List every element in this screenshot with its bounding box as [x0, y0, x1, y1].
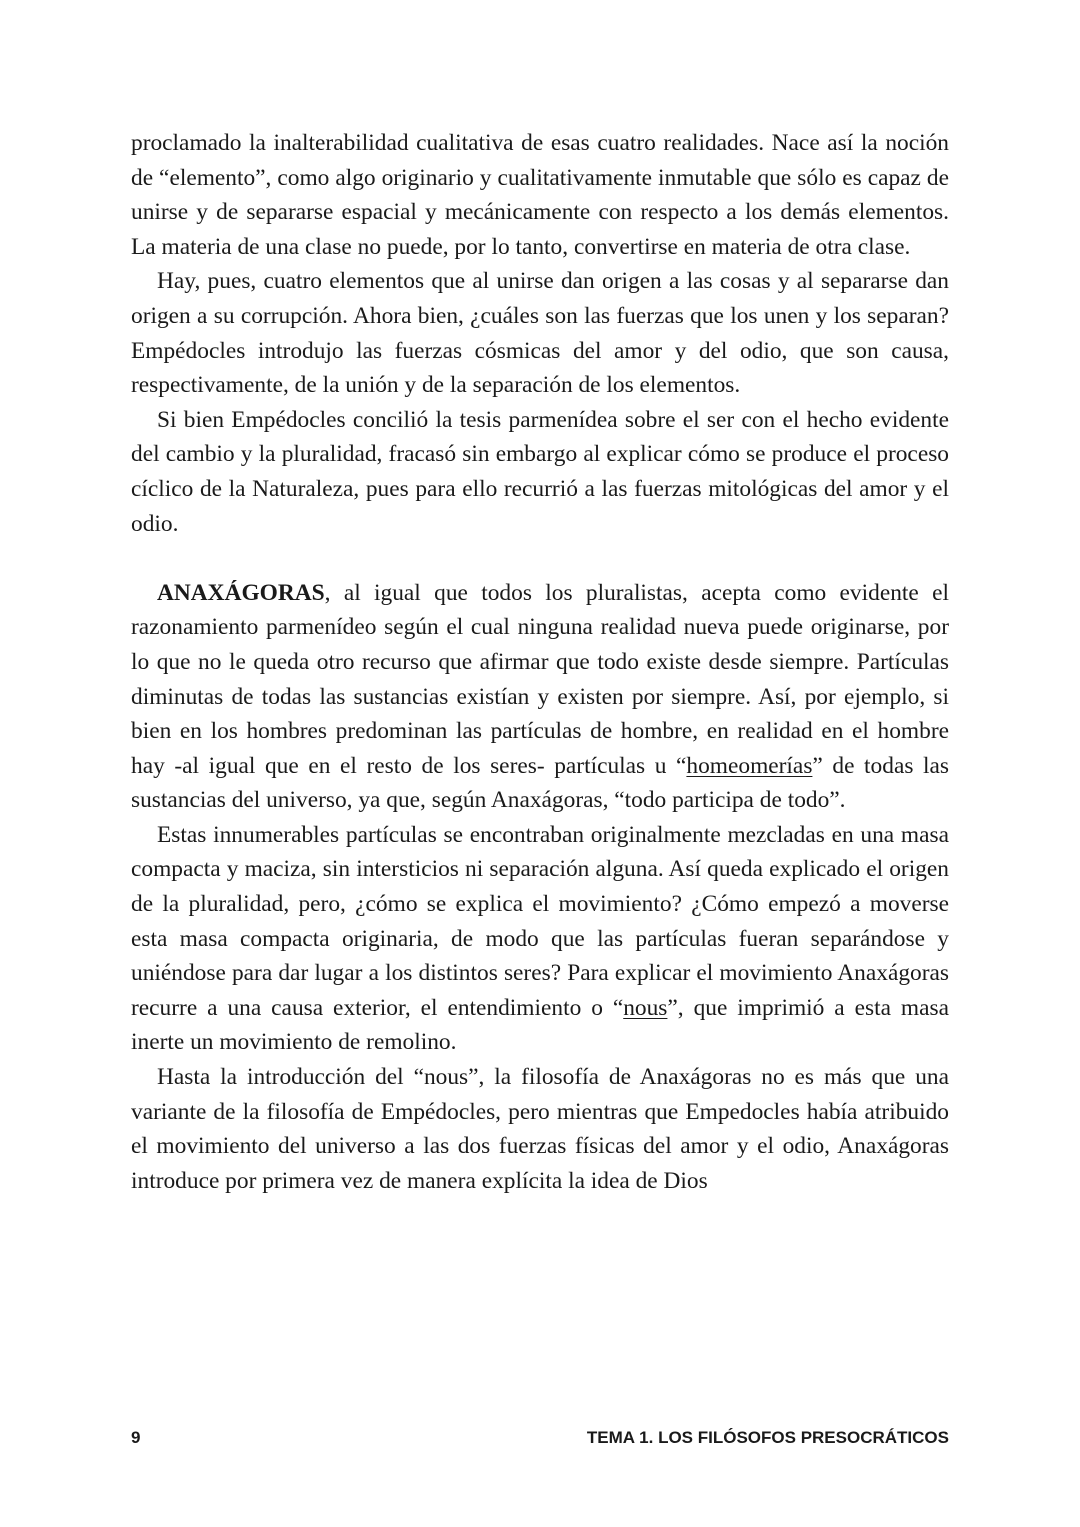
- page-body: [131, 126, 949, 1198]
- page-number: 9: [131, 1428, 141, 1447]
- paragraph-movement: [131, 818, 949, 1060]
- nous-underlined-term: nous: [623, 994, 668, 1021]
- paragraph-anaxagoras-intro: [131, 576, 949, 818]
- paragraph-empedocles-conclusion: Si bien Empédocles concilió la tesis parmenídea sobre el ser con el hecho evidente del cambio y la pluralidad, fracasó sin embargo al explicar cómo se produce el proceso cíclico de la Naturaleza, pues para ello recurrió a las fuerzas mitológicas del amor y el odio.: [131, 406, 949, 537]
- chapter-title: TEMA 1. LOS FILÓSOFOS PRESOCRÁTICOS: [586, 1428, 949, 1447]
- anaxagoras-intro-text-b: ” de todas las sustancias del universo, ya que, según Anaxágoras, “todo participa de todo”.: [131, 752, 950, 814]
- paragraph-spacer: [131, 541, 949, 576]
- paragraph-nous-introduction: Hasta la introducción del “nous”, la filosofía de Anaxágoras no es más que una variante de la filosofía de Empédocles, pero mientras que Empedocles había atribuido el movimiento del universo a las dos fuerzas físicas del amor y el odio, Anaxágoras introduce por primera vez de manera explícita la idea de Dios: [131, 1064, 949, 1194]
- anaxagoras-intro-text-a: , al igual que todos los pluralistas, acepta como evidente el razonamiento parmenídeo según el cual ninguna realidad nueva puede originarse, por lo que no le queda otro recurso que afirmar que todo existe desde siempre. Partículas diminutas de todas las sustancias existían y existen por siempre. Así, por ejemplo, si bien en los hombres predominan las partículas de hombre, en realidad en el hombre hay -al igual que en el resto de los seres- partículas u “: [131, 579, 949, 779]
- movement-text-a: Estas innumerables partículas se encontraban originalmente mezcladas en una masa compacta y maciza, sin intersticios ni separación alguna. Así queda explicado el origen de la pluralidad, pero, ¿cómo se explica el movimiento? ¿Cómo empezó a moverse esta masa compacta originaria, de modo que las partículas fueran separándose y uniéndose para dar lugar a los distintos seres? Para explicar el movimiento Anaxágoras recurre a una causa exterior, el entendimiento o “: [131, 821, 949, 1021]
- homeomerias-underlined-term: homeomerías: [686, 752, 813, 779]
- movement-text-b: ”, que imprimió a esta masa inerte un movimiento de remolino.: [131, 994, 949, 1056]
- paragraph-elements: proclamado la inalterabilidad cualitativa de esas cuatro realidades. Nace así la noción de “elemento”, como algo originario y cualitativamente inmutable que sólo es capaz de unirse y de separarse espacial y mecánicamente con respecto a los demás elementos. La materia de una clase no puede, por lo tanto, convertirse en materia de otra clase.: [131, 130, 949, 260]
- paragraph-four-elements: Hay, pues, cuatro elementos que al unirse dan origen a las cosas y al separarse dan origen a su corrupción. Ahora bien, ¿cuáles son las fuerzas que los unen y los separan? Empédocles introdujo las fuerzas cósmicas del amor y del odio, que son causa, respectivamente, de la unión y de la separación de los elementos.: [131, 268, 949, 399]
- page-footer: [131, 1428, 949, 1448]
- anaxagoras-heading-term: ANAXÁGORAS: [157, 579, 325, 606]
